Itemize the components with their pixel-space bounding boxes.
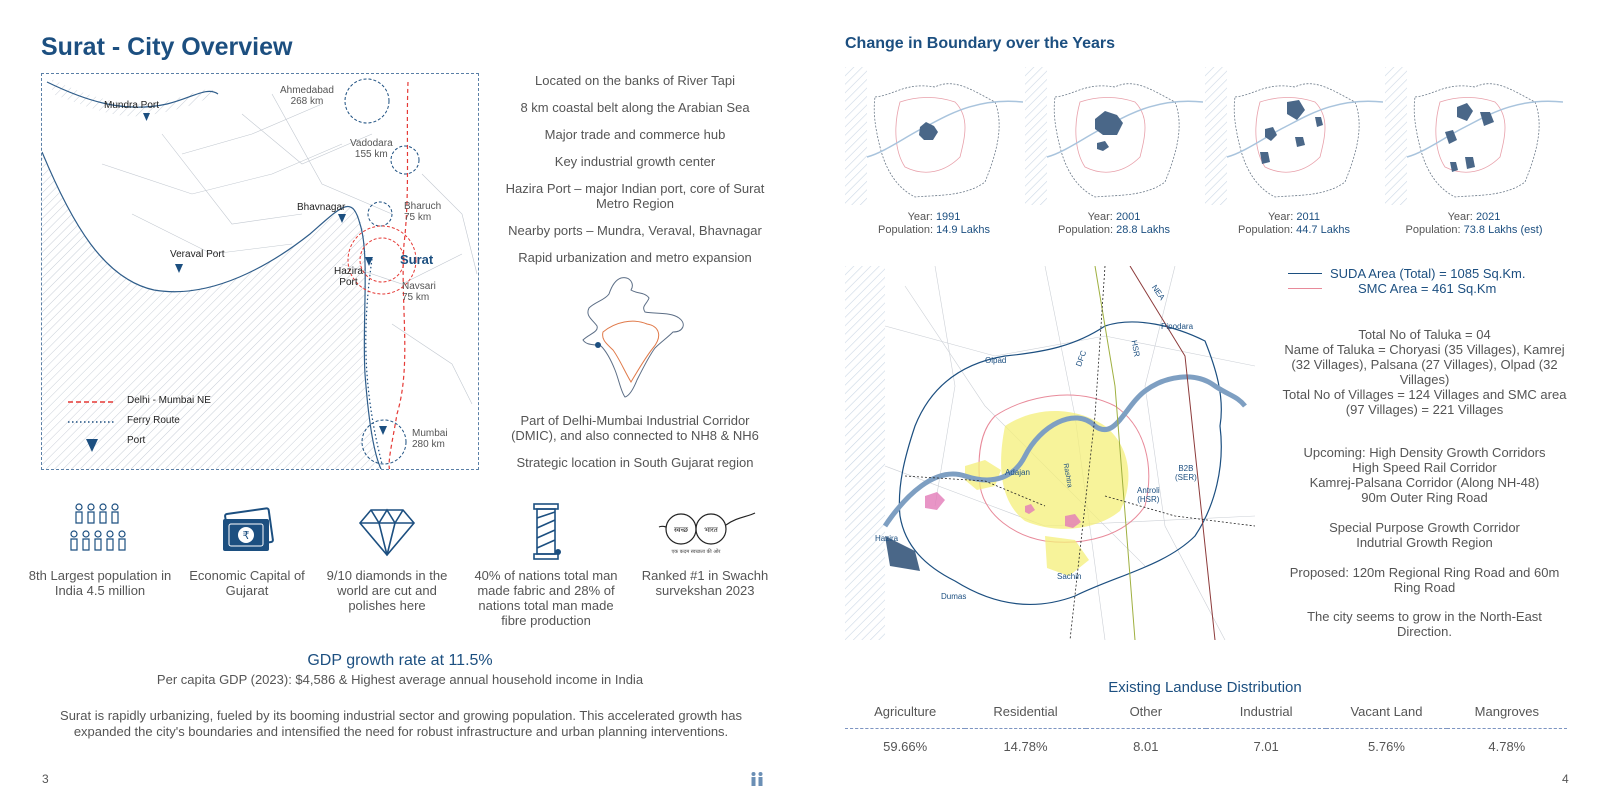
stat-label: Economic Capital of Gujarat: [189, 568, 305, 598]
gdp-title: GDP growth rate at 11.5%: [307, 652, 493, 669]
landuse-value: 7.01: [1253, 739, 1279, 754]
fact-item: Key industrial growth center: [554, 154, 716, 169]
stat-fabric: [471, 502, 621, 628]
stat-population: [25, 502, 175, 598]
suda-legend-line: [1288, 273, 1322, 274]
diamond-icon: [312, 502, 462, 562]
page-number-right: 4: [1562, 772, 1569, 786]
caption-1991: Year: 1991 Population: 14.9 Lakhs: [878, 211, 990, 236]
gdp-subtitle: Per capita GDP (2023): $4,586 & Highest average annual household income in India: [156, 672, 644, 687]
fact-item: Located on the banks of River Tapi: [535, 73, 735, 88]
suda-landuse-map: [845, 266, 1255, 640]
label-veraval-port: Veraval Port: [170, 249, 225, 260]
india-map-icon: [575, 276, 695, 401]
svg-text:स्वच्छ: स्वच्छ: [673, 526, 689, 534]
boundary-map-2021: [1385, 67, 1563, 205]
label-mumbai: Mumbai 280 km: [412, 428, 448, 450]
label-dfc: DFC: [1074, 349, 1089, 368]
legend-ferry-label: Ferry Route: [127, 415, 180, 426]
label-olpad: Olpad: [985, 356, 1007, 365]
growth-direction: The city seems to grow in the North-East Direction.: [1307, 609, 1542, 639]
smc-legend-line: [1288, 288, 1322, 289]
label-antroli: Antroli (HSR): [1137, 486, 1160, 504]
fact-item: Hazira Port – major Indian port, core of Surat Metro Region: [505, 181, 765, 211]
boundary-map-2001: [1025, 67, 1203, 205]
special-line: Special Purpose Growth Corridor: [1329, 520, 1520, 535]
landuse-header-row: [845, 700, 1567, 729]
fact-item: Strategic location in South Gujarat region: [516, 455, 754, 470]
caption-2001: Year: 2001 Population: 28.8 Lakhs: [1058, 211, 1170, 236]
legend-corridor-label: Delhi - Mumbai NE: [127, 395, 211, 406]
label-hazira-port: Hazira Port: [334, 266, 363, 288]
boundary-change-title: Change in Boundary over the Years: [845, 35, 1116, 52]
city-facts: [500, 73, 770, 277]
city-facts-bottom: [500, 413, 770, 482]
page-title: Surat - City Overview: [41, 33, 293, 61]
taluka-names: Name of Taluka = Choryasi (35 Villages), Kamrej (32 Villages), Palsana (27 Villages), Olpad (32 Villages): [1284, 342, 1565, 387]
label-b2b: B2B (SER): [1175, 464, 1197, 482]
legend-port-label: Port: [127, 435, 146, 446]
fabric-spool-icon: [471, 502, 621, 562]
stat-label: Ranked #1 in Swachh survekshan 2023: [641, 568, 769, 598]
smc-legend-label: SMC Area = 461 Sq.Km: [1358, 281, 1497, 296]
caption-2021: Year: 2021 Population: 73.8 Lakhs (est): [1405, 211, 1543, 236]
upcoming-line: 90m Outer Ring Road: [1361, 490, 1488, 505]
summary-paragraph: Surat is rapidly urbanizing, fueled by its booming industrial sector and growing population. This accelerated growth has expanded the city's boundaries and intensified the need for robust infrastructure and urban planning interventions.: [60, 708, 742, 739]
taluka-count: Total No of Taluka = 04: [1358, 327, 1491, 342]
landuse-header: Agriculture: [845, 700, 965, 729]
upcoming-corridors: [1282, 445, 1567, 505]
suda-legend-label: SUDA Area (Total) = 1085 Sq.Km.: [1330, 266, 1526, 281]
label-bhavnagar: Bhavnagar: [297, 202, 346, 213]
landuse-header: Mangroves: [1447, 700, 1567, 729]
landuse-value: 4.78%: [1488, 739, 1526, 754]
stat-swachh: [630, 502, 780, 598]
fact-item: 8 km coastal belt along the Arabian Sea: [520, 100, 750, 115]
landuse-header: Vacant Land: [1326, 700, 1446, 729]
landuse-value: 59.66%: [883, 739, 928, 754]
label-hazira: Hazira: [875, 534, 899, 543]
landuse-value: 14.78%: [1003, 739, 1048, 754]
label-pipodara: Pipodara: [1161, 322, 1194, 331]
stat-label: 40% of nations total man made fabric and 28% of nations total man made fibre production: [474, 568, 618, 628]
svg-text:भारत: भारत: [704, 526, 718, 534]
svg-text:एक कदम स्वच्छता की ओर: एक कदम स्वच्छता की ओर: [671, 549, 721, 555]
page-number-left: 3: [42, 772, 49, 786]
label-surat: Surat: [400, 252, 434, 267]
gujarat-map-graphic: [42, 74, 479, 470]
landuse-value: 8.01: [1133, 739, 1159, 754]
label-nea: NEA: [1149, 283, 1167, 302]
label-rashtra: Rashtra: [1061, 462, 1073, 489]
special-corridor: [1282, 520, 1567, 550]
proposed-roads: Proposed: 120m Regional Ring Road and 60m Ring Road: [1289, 565, 1560, 595]
caption-2011: Year: 2011 Population: 44.7 Lakhs: [1238, 211, 1350, 236]
special-line: Indutrial Growth Region: [1356, 535, 1493, 550]
boundary-map-1991: [845, 67, 1023, 205]
label-bharuch: Bharuch 75 km: [404, 201, 442, 223]
label-dumas: Dumas: [941, 592, 967, 601]
village-count: Total No of Villages = 124 Villages and SMC area (97 Villages) = 221 Villages: [1282, 387, 1567, 417]
label-ahmedabad: Ahmedabad 268 km: [280, 85, 334, 107]
label-sachin: Sachin: [1057, 572, 1082, 581]
taluka-info: [1282, 327, 1567, 417]
landuse-value: 5.76%: [1368, 739, 1405, 754]
upcoming-line: High Speed Rail Corridor: [1352, 460, 1497, 475]
money-icon: [172, 502, 322, 562]
label-navsari: Navsari 75 km: [402, 281, 436, 303]
stat-label: 9/10 diamonds in the world are cut and polishes here: [326, 568, 448, 613]
fact-item: Nearby ports – Mundra, Veraval, Bhavnagar: [508, 223, 762, 238]
stat-diamonds: [312, 502, 462, 613]
label-hsr: HSR: [1129, 339, 1142, 358]
boundary-map-2011: [1205, 67, 1383, 205]
gujarat-location-map: [41, 73, 479, 470]
fact-item: Major trade and commerce hub: [544, 127, 726, 142]
label-vadodara: Vadodara 155 km: [350, 138, 393, 160]
upcoming-line: Upcoming: High Density Growth Corridors: [1303, 445, 1546, 460]
landuse-header: Industrial: [1206, 700, 1326, 729]
fact-item: Part of Delhi-Mumbai Industrial Corridor (DMIC), and also connected to NH8 & NH6: [511, 413, 759, 443]
landuse-header: Other: [1086, 700, 1206, 729]
stat-economy: [172, 502, 322, 598]
fact-item: Rapid urbanization and metro expansion: [518, 250, 752, 265]
label-mundra-port: Mundra Port: [104, 100, 160, 111]
publisher-logo-icon: [750, 772, 764, 786]
stat-label: 8th Largest population in India 4.5 million: [28, 568, 172, 598]
upcoming-line: Kamrej-Palsana Corridor (Along NH-48): [1309, 475, 1540, 490]
population-icon: [25, 502, 175, 562]
landuse-header: Residential: [965, 700, 1085, 729]
landuse-title: Existing Landuse Distribution: [1108, 679, 1302, 696]
landuse-value-row: [845, 729, 1567, 755]
svg-text:₹: ₹: [242, 529, 250, 542]
swachh-bharat-glasses-icon: [630, 502, 780, 562]
label-adajan: Adajan: [1005, 468, 1030, 477]
landuse-table: [845, 700, 1567, 754]
